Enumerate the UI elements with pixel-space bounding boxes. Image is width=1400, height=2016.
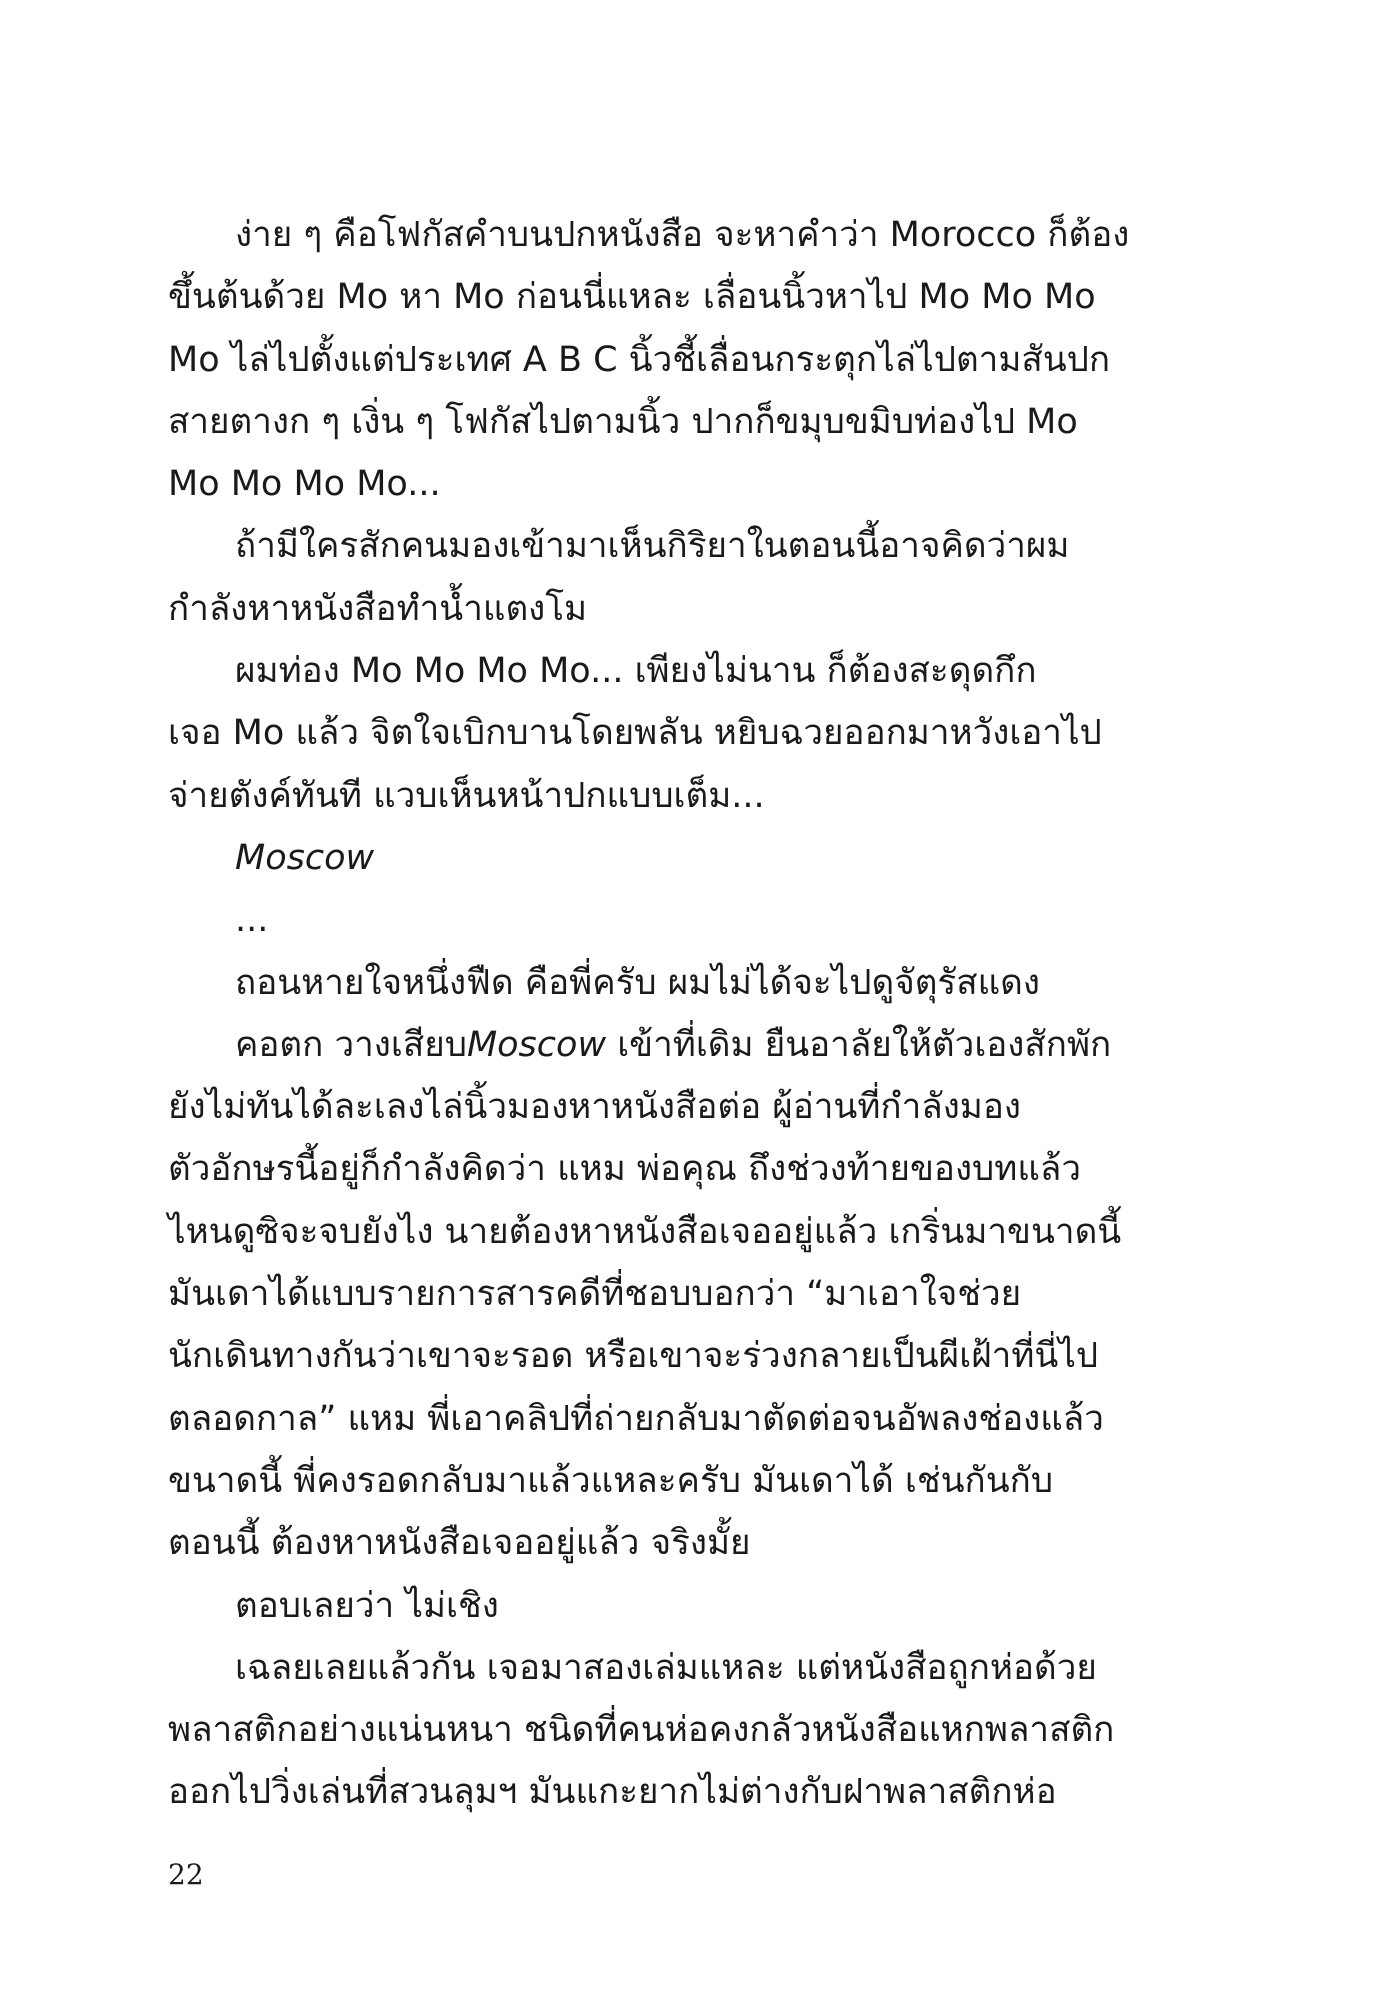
text-line: Mo ไล่ไปตั้งแต่ประเทศ A B C นิ้วชี้เลื่อนกระตุกไล่ไปตามสันปก bbox=[168, 339, 1111, 380]
text-line: ไหนดูซิจะจบยังไง นายต้องหาหนังสือเจออยู่แล้ว เกริ่นมาขนาดนี้ bbox=[168, 1211, 1122, 1252]
page-number: 22 bbox=[168, 1858, 204, 1891]
paragraph-4 bbox=[168, 827, 1134, 889]
text-line: ตอบเลยว่า ไม่เชิง bbox=[235, 1585, 499, 1626]
text-line: เฉลยเลยแล้วกัน เจอมาสองเล่มแหละ แต่หนังสือถูกห่อด้วย bbox=[235, 1647, 1097, 1688]
paragraph-3 bbox=[168, 640, 1134, 827]
text-line: ถ้ามีใครสักคนมองเข้ามาเห็นกิริยาในตอนนี้อาจคิดว่าผม bbox=[235, 526, 1070, 567]
text-line: กำลังหาหนังสือทำน้ำแตงโม bbox=[168, 588, 588, 629]
text-line: เจอ Mo แล้ว จิตใจเบิกบานโดยพลัน หยิบฉวยออกมาหวังเอาไป bbox=[168, 713, 1102, 754]
text-line: ขึ้นต้นด้วย Mo หา Mo ก่อนนี่แหละ เลื่อนนิ้วหาไป Mo Mo Mo bbox=[168, 277, 1096, 318]
text-line: จ่ายตังค์ทันที แวบเห็นหน้าปกแบบเต็ม... bbox=[168, 775, 765, 816]
paragraph-8 bbox=[168, 1575, 1134, 1637]
text-line: นักเดินทางกันว่าเขาจะรอด หรือเขาจะร่วงกลายเป็นผีเฝ้าที่นี่ไป bbox=[168, 1336, 1099, 1377]
text-line: Moscow bbox=[235, 837, 375, 878]
paragraph-6 bbox=[168, 952, 1134, 1014]
text-line: ถอนหายใจหนึ่งฟืด คือพี่ครับ ผมไม่ได้จะไปดูจัตุรัสแดง bbox=[235, 962, 1040, 1003]
paragraph-5 bbox=[168, 889, 1134, 951]
text-line: มันเดาได้แบบรายการสารคดีที่ชอบบอกว่า “มาเอาใจช่วย bbox=[168, 1274, 1022, 1315]
text-line: ออกไปวิ่งเล่นที่สวนลุมฯ มันแกะยากไม่ต่างกับฝาพลาสติกห่อ bbox=[168, 1772, 1057, 1813]
paragraph-7 bbox=[168, 1014, 1134, 1575]
paragraph-9 bbox=[168, 1637, 1134, 1824]
text-line: ง่าย ๆ คือโฟกัสคำบนปกหนังสือ จะหาคำว่า Morocco ก็ต้อง bbox=[235, 215, 1130, 255]
text-line: ตอนนี้ ต้องหาหนังสือเจออยู่แล้ว จริงมั้ย bbox=[168, 1523, 751, 1564]
text-line: พลาสติกอย่างแน่นหนา ชนิดที่คนห่อคงกลัวหนังสือแหกพลาสติก bbox=[168, 1710, 1115, 1751]
text-run: คอตก วางเสียบ bbox=[235, 1024, 467, 1065]
text-line: ... bbox=[235, 900, 269, 941]
book-title: Moscow bbox=[466, 1024, 607, 1065]
paragraph-1 bbox=[168, 204, 1134, 515]
text-line bbox=[168, 1014, 1134, 1076]
text-line: ยังไม่ทันได้ละเลงไล่นิ้วมองหาหนังสือต่อ ผู้อ่านที่กำลังมอง bbox=[168, 1087, 1021, 1128]
text-line: ผมท่อง Mo Mo Mo Mo... เพียงไม่นาน ก็ต้องสะดุดกึก bbox=[235, 651, 1037, 692]
text-line: ตัวอักษรนี้อยู่ก็กำลังคิดว่า แหม พ่อคุณ ถึงช่วงท้ายของบทแล้ว bbox=[168, 1149, 1081, 1190]
body-text bbox=[168, 204, 1134, 1824]
text-line: ตลอดกาล” แหม พี่เอาคลิปที่ถ่ายกลับมาตัดต่อจนอัพลงช่องแล้ว bbox=[168, 1398, 1104, 1439]
text-line: Mo Mo Mo Mo... bbox=[168, 464, 441, 505]
text-line: สายตางก ๆ เงิ่น ๆ โฟกัสไปตามนิ้ว ปากก็ขมุบขมิบท่องไป Mo bbox=[168, 401, 1078, 442]
text-line: ขนาดนี้ พี่คงรอดกลับมาแล้วแหละครับ มันเดาได้ เช่นกันกับ bbox=[168, 1460, 1054, 1501]
paragraph-2 bbox=[168, 515, 1134, 640]
text-run: เข้าที่เดิม ยืนอาลัยให้ตัวเองสักพัก bbox=[606, 1024, 1112, 1065]
